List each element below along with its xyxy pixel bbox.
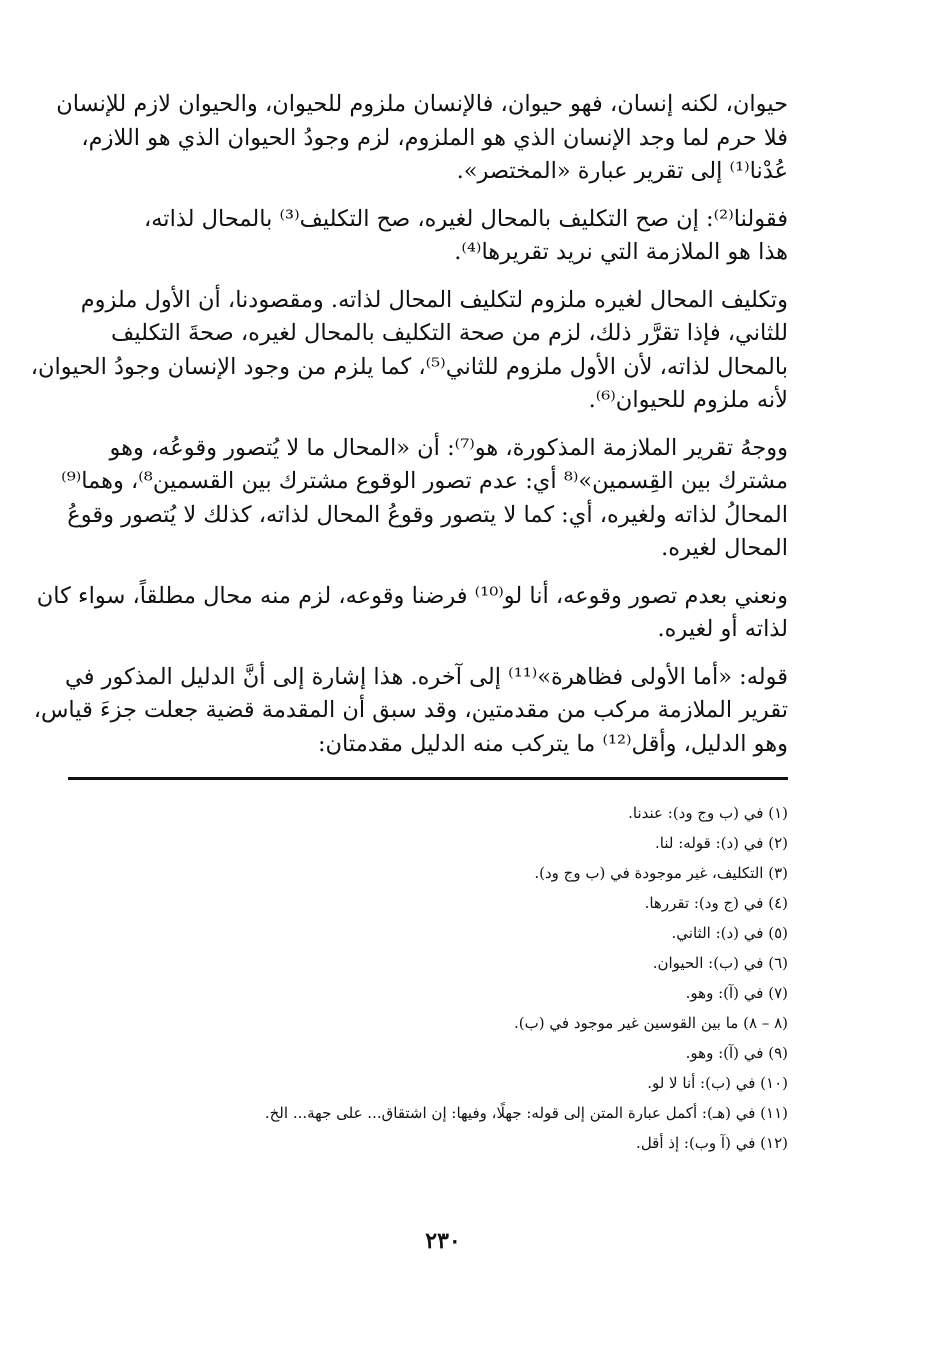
text-line: فلا حرم لما وجد الإنسان الذي هو الملزوم، لزم وجودُ الحيوان الذي هو اللازم، bbox=[81, 124, 788, 151]
footnote: (٩) في (آ): وهو. bbox=[685, 1044, 788, 1062]
page-number: ٢٣٠ bbox=[425, 1228, 461, 1254]
text-line: لذاته أو لغيره. bbox=[657, 616, 788, 642]
paragraph-4 bbox=[61, 432, 788, 566]
text-line: بالمحال لذاته، لأن الأول ملزوم للثاني⁽⁵⁾، كما يلزم من وجود الإنسان وجودُ الحيوان، bbox=[30, 353, 788, 380]
paragraph-1 bbox=[56, 88, 788, 189]
text-line: لأنه ملزوم للحيوان⁽⁶⁾. bbox=[588, 387, 788, 413]
text-line: عُدْنا⁽¹⁾ إلى تقرير عبارة «المختصر». bbox=[456, 158, 788, 184]
footnote: (٤) في (ج ود): تقررها. bbox=[644, 894, 788, 912]
text-line: للثاني، فإذا تقرَّر ذلك، لزم من صحة التكليف بالمحال لغيره، صحةَ التكليف bbox=[111, 320, 788, 346]
footnote: (١٢) في (آ وب): إذ أقل. bbox=[636, 1134, 788, 1152]
text-line: المحال لغيره. bbox=[661, 535, 788, 561]
footnote: (١٠) في (ب): أنا لا لو. bbox=[647, 1074, 788, 1092]
footnote: (٢) في (د): قوله: لنا. bbox=[655, 834, 788, 852]
text-line: فقولنا⁽²⁾: إن صح التكليف بالمحال لغيره، صح التكليف⁽³⁾ بالمحال لذاته، bbox=[143, 205, 788, 232]
footnote: (٣) التكليف، غير موجودة في (ب وج ود). bbox=[534, 864, 788, 882]
text-line: المحالُ لذاته ولغيره، أي: كما لا يتصور وقوعُ المحال لذاته، كذلك لا يُتصور وقوعُ bbox=[67, 501, 788, 528]
footnote: (٥) في (د): الثاني. bbox=[671, 924, 788, 942]
text-line: ونعني بعدم تصور وقوعه، أنا لو⁽¹⁰⁾ فرضنا وقوعه، لزم منه محال مطلقاً، سواء كان bbox=[36, 582, 788, 609]
page-body bbox=[30, 88, 788, 1158]
footnotes bbox=[76, 798, 788, 1158]
footnote: (١١) في (هـ): أكمل عبارة المتن إلى قوله: جهلًا، وفيها: إن اشتقاق... على جهة... الخ. bbox=[264, 1104, 788, 1122]
text-line: ووجهُ تقرير الملازمة المذكورة، هو⁽⁷⁾: أن «المحال ما لا يُتصور وقوعُه، وهو bbox=[109, 434, 788, 461]
paragraph-5 bbox=[36, 580, 788, 647]
footnote: (٦) في (ب): الحيوان. bbox=[652, 954, 788, 972]
text-line: حيوان، لكنه إنسان، فهو حيوان، فالإنسان ملزوم للحيوان، والحيوان لازم للإنسان bbox=[56, 91, 788, 117]
text-line: وهو الدليل، وأقل⁽¹²⁾ ما يتركب منه الدليل مقدمتان: bbox=[317, 730, 788, 757]
text-line: قوله: «أما الأولى فظاهرة»⁽¹¹⁾ إلى آخره. هذا إشارة إلى أنَّ الدليل المذكور في bbox=[65, 663, 788, 690]
footnote: (١) في (ب وج ود): عندنا. bbox=[628, 804, 788, 822]
paragraph-6 bbox=[33, 661, 788, 762]
footnote-separator bbox=[68, 777, 788, 780]
paragraph-2 bbox=[76, 203, 788, 270]
text-line: مشترك بين القِسمين»⁽⁸ أي: عدم تصور الوقوع مشترك بين القسمين⁸⁾، وهما⁽⁹⁾ bbox=[61, 468, 788, 494]
paragraph-3 bbox=[30, 284, 788, 418]
text-line: وتكليف المحال لغيره ملزوم لتكليف المحال لذاته. ومقصودنا، أن الأول ملزوم bbox=[80, 286, 788, 313]
text-line: هذا هو الملازمة التي نريد تقريرها⁽⁴⁾. bbox=[454, 239, 788, 265]
footnote: (٨ – ٨) ما بين القوسين غير موجود في (ب). bbox=[514, 1014, 788, 1032]
footnote: (٧) في (آ): وهو. bbox=[685, 984, 788, 1002]
text-line: تقرير الملازمة مركب من مقدمتين، وقد سبق أن المقدمة قضية جعلت جزءَ قياس، bbox=[33, 697, 788, 723]
